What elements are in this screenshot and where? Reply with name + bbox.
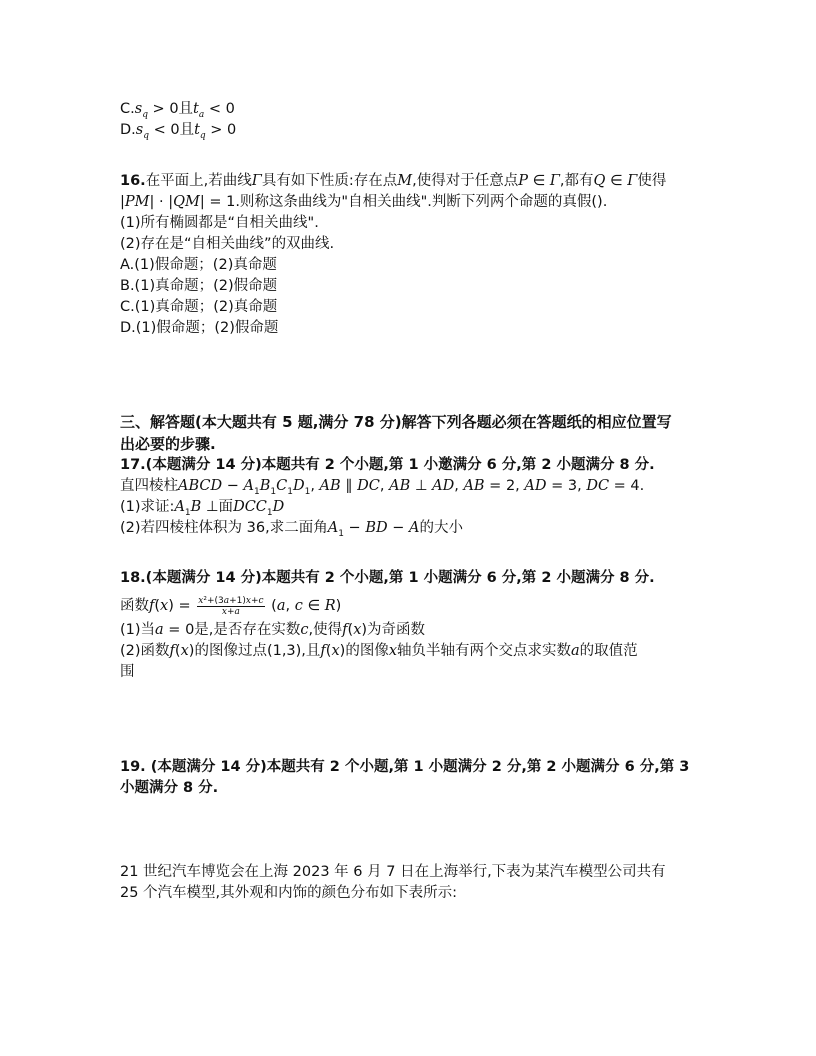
option-15d: $D.s_q < 0$且$t_q > 0$ — [120, 122, 237, 141]
question-19-line-2: 25 个汽车模型,其外观和内饰的颜色分布如下表所示: — [120, 885, 458, 901]
option-16b: B.(1)真命题；(2)假命题 — [120, 278, 278, 294]
question-17-line-1: 直四棱柱ABCD − $A_1B_1C_1D_1$, AB ∥ DC, AB ⊥ AD, AB = 2, AD = 3, DC = 4. — [120, 478, 645, 497]
question-18-line-1: 函数f(x) = $\frac{\text{x²+(3a+1)x+c}}{x+a}$ (a, c ∈ R) — [120, 595, 342, 617]
question-17-heading: 17.(本题满分 14 分)本题共有 2 个小题,第 1 小邀满分 6 分,第 2 小题满分 8 分. — [120, 457, 655, 473]
question-16-line-4: (2)存在是“自相关曲线”的双曲线. — [120, 236, 335, 252]
question-18-heading: 18.(本题满分 14 分)本题共有 2 个小题,第 1 小题满分 6 分,第 2 小题满分 8 分. — [120, 570, 655, 586]
section-3-heading-line-1: 三、解答题(本大题共有 5 题,满分 78 分)解答下列各题必须在答题纸的相应位置写 — [120, 413, 672, 431]
question-19-heading-line-2: 小题满分 8 分. — [120, 780, 219, 796]
question-17-line-2: (1)求证$:A_1B$ ⊥面$DCC_1D$ — [120, 499, 285, 518]
question-18-line-3: (2)函数f(x)的图像过点(1,3),且f(x)的图像x轴负半轴有两个交点求实数a的取值范 — [120, 643, 638, 659]
option-15c: $C.s_q > 0$且$t_a < 0$ — [120, 101, 235, 120]
question-16-line-2: |PM| · |QM| = 1.则称这条曲线为"自相关曲线".判断下列两个命题的真假(). — [120, 194, 608, 210]
option-16d: D.(1)假命题；(2)假命题 — [120, 320, 279, 336]
section-3-heading-line-2: 出必要的步骤. — [120, 435, 216, 453]
function-fraction: $\frac{\text{x²+(3a+1)x+c}}{x+a}$ — [198, 595, 264, 617]
option-16c: C.(1)真命题；(2)真命题 — [120, 299, 278, 315]
question-19-heading-line-1: 19. (本题满分 14 分)本题共有 2 个小题,第 1 小题满分 2 分,第 2 小题满分 6 分,第 3 — [120, 759, 690, 775]
question-18-line-4: 围 — [120, 664, 135, 680]
question-16-line-1: 16.在平面上,若曲线Γ具有如下性质:存在点M,使得对于任意点P ∈ Γ,都有Q ∈ Γ使得 — [120, 173, 667, 189]
option-16a: A.(1)假命题；(2)真命题 — [120, 257, 277, 273]
question-19-line-1: 21 世纪汽车博览会在上海 2023 年 6 月 7 日在上海举行,下表为某汽车模型公司共有 — [120, 864, 666, 880]
question-16-line-3: (1)所有椭圆都是“自相关曲线". — [120, 215, 319, 231]
question-18-line-2: (1)当a = 0是,是否存在实数c,使得f(x)为奇函数 — [120, 622, 426, 638]
question-17-line-3: (2)若四棱柱体积为 36,求二面角$A_1$ − BD − A的大小 — [120, 520, 463, 539]
